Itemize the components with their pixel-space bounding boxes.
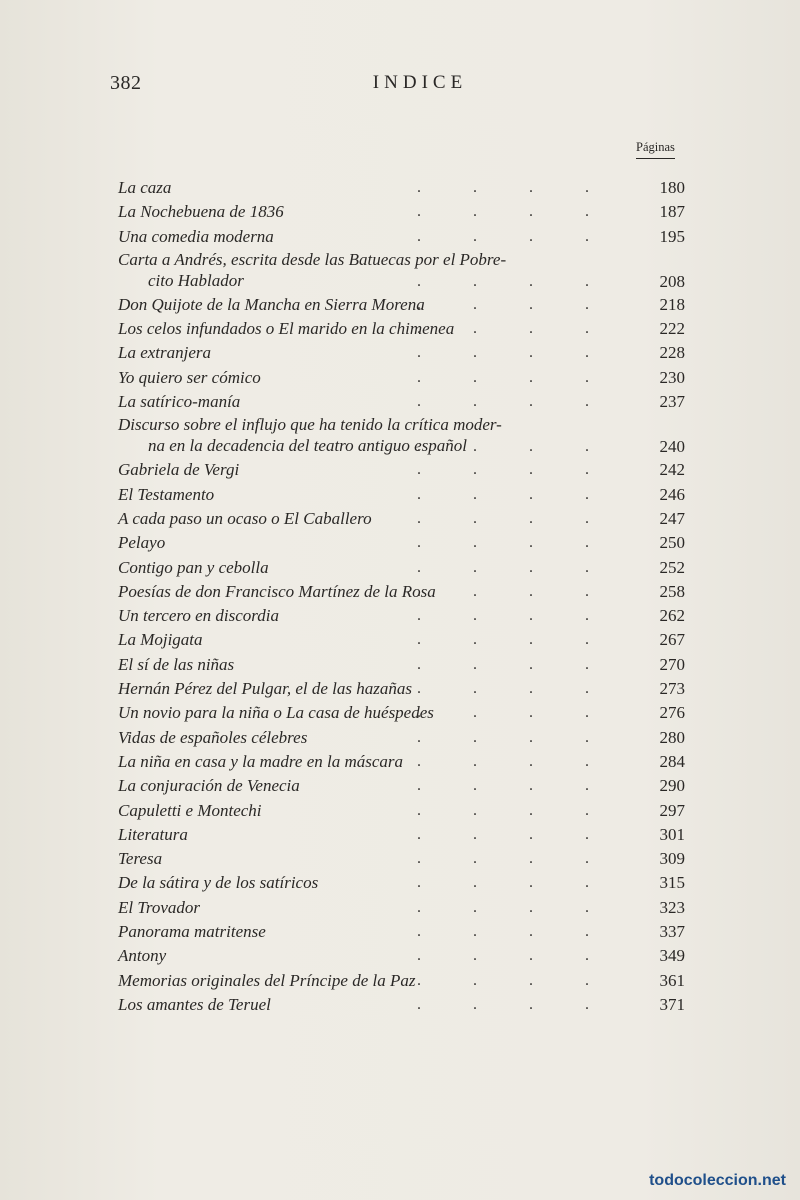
toc-entry-title: La Mojigata bbox=[118, 630, 203, 650]
dot-leader: . . . . bbox=[417, 850, 613, 868]
toc-entry-title: Los amantes de Teruel bbox=[118, 994, 271, 1014]
dot-leader: . . . . bbox=[417, 923, 613, 941]
toc-entry-page: 240 bbox=[659, 437, 685, 457]
dot-leader: . . . . bbox=[417, 607, 613, 625]
toc-entry bbox=[118, 774, 685, 798]
toc-entry-page: 237 bbox=[659, 392, 685, 412]
dot-leader: . . . . bbox=[417, 485, 613, 503]
dot-leader: . . . . bbox=[417, 558, 613, 576]
toc-entry-title: La caza bbox=[118, 178, 172, 197]
dot-leader: . . . . bbox=[417, 655, 613, 673]
toc-entry-title: Un tercero en discordia bbox=[118, 606, 279, 626]
toc-entry-page: 195 bbox=[659, 226, 685, 246]
toc-entry-title: Capuletti e Montechi bbox=[118, 800, 262, 820]
toc-entry-page: 284 bbox=[659, 751, 685, 771]
toc-entry-title: De la sátira y de los satíricos bbox=[118, 873, 319, 893]
toc-entry bbox=[118, 799, 685, 823]
toc-entry-page: 222 bbox=[659, 319, 685, 339]
dot-leader: . . . . bbox=[417, 801, 613, 819]
toc-entry-page: 309 bbox=[659, 849, 685, 869]
toc-entry-page: 290 bbox=[659, 776, 685, 796]
dot-leader: . . . . bbox=[417, 179, 613, 196]
toc-entry bbox=[118, 847, 685, 871]
toc-entry-page: 258 bbox=[659, 581, 685, 601]
toc-entry-title: Literatura bbox=[118, 824, 188, 844]
toc-entry-page: 361 bbox=[659, 970, 685, 990]
toc-entry-title: Poesías de don Francisco Martínez de la Rosa bbox=[118, 581, 436, 601]
toc-entry-title: El sí de las niñas bbox=[118, 654, 235, 674]
toc-entry-title: Antony bbox=[118, 946, 167, 966]
toc-entry bbox=[118, 750, 685, 774]
toc-entry-title: Discurso sobre el influjo que ha tenido la crítica moder- na en la decadencia del teatro antiguo español bbox=[118, 415, 502, 456]
dot-leader: . . . . bbox=[417, 825, 613, 843]
toc-entry-page: 280 bbox=[659, 727, 685, 747]
toc-entry-title: A cada paso un ocaso o El Caballero bbox=[118, 508, 372, 528]
toc-entry bbox=[118, 920, 685, 944]
dot-leader: . . . . bbox=[417, 752, 613, 770]
toc-entry-title: Carta a Andrés, escrita desde las Batuecas por el Pobre- cito Hablador bbox=[118, 249, 507, 290]
toc-entry-page: 337 bbox=[659, 922, 685, 942]
toc-entry bbox=[118, 653, 685, 677]
toc-entry bbox=[118, 969, 685, 993]
dot-leader: . . . . bbox=[417, 344, 613, 362]
dot-leader: . . . . bbox=[417, 368, 613, 386]
toc-entry-title: La extranjera bbox=[118, 343, 212, 363]
toc-entry bbox=[118, 225, 685, 249]
toc-entry bbox=[118, 944, 685, 968]
toc-entry bbox=[118, 580, 685, 604]
toc-entry bbox=[118, 993, 685, 1017]
toc-entry bbox=[118, 604, 685, 628]
toc-entry bbox=[118, 366, 685, 390]
toc-entry bbox=[118, 507, 685, 531]
toc-entry bbox=[118, 556, 685, 580]
toc-entry-page: 180 bbox=[659, 178, 685, 197]
dot-leader: . . . . bbox=[417, 393, 613, 411]
toc-entry-page: 187 bbox=[659, 202, 685, 222]
dot-leader: . . . . bbox=[417, 438, 613, 456]
toc-entry bbox=[118, 414, 685, 458]
toc-entry-page: 250 bbox=[659, 533, 685, 553]
dot-leader: . . . . bbox=[417, 947, 613, 965]
toc-entry bbox=[118, 628, 685, 652]
toc-entry-page: 262 bbox=[659, 606, 685, 626]
toc-entry-page: 208 bbox=[659, 271, 685, 291]
toc-entry-title: La conjuración de Venecia bbox=[118, 776, 300, 796]
toc-entry-title: Panorama matritense bbox=[118, 922, 266, 942]
toc-entry-page: 246 bbox=[659, 484, 685, 504]
dot-leader: . . . . bbox=[417, 898, 613, 916]
toc-entry-title: Vidas de españoles célebres bbox=[118, 727, 308, 747]
toc-entry-title: Pelayo bbox=[118, 533, 166, 553]
dot-leader: . . . . bbox=[417, 777, 613, 795]
toc-entry-page: 230 bbox=[659, 367, 685, 387]
dot-leader: . . . . bbox=[417, 874, 613, 892]
toc-entry-page: 371 bbox=[659, 994, 685, 1014]
toc-entry bbox=[118, 341, 685, 365]
toc-entry-title: Una comedia moderna bbox=[118, 226, 274, 246]
toc-entry bbox=[118, 249, 685, 293]
dot-leader: . . . . bbox=[417, 680, 613, 698]
dot-leader: . . . . bbox=[417, 509, 613, 527]
page-header bbox=[110, 72, 690, 102]
toc-entry-page: 323 bbox=[659, 897, 685, 917]
toc-entry-title: Memorias originales del Príncipe de la Paz bbox=[118, 970, 416, 990]
dot-leader: . . . . bbox=[417, 295, 613, 313]
toc-entry bbox=[118, 726, 685, 750]
dot-leader: . . . . bbox=[417, 461, 613, 479]
toc-entry bbox=[118, 531, 685, 555]
dot-leader: . . . . bbox=[417, 971, 613, 989]
toc-entry-title: Contigo pan y cebolla bbox=[118, 557, 269, 577]
dot-leader: . . . . bbox=[417, 272, 613, 290]
toc-entry-title: Hernán Pérez del Pulgar, el de las hazañas bbox=[118, 679, 413, 699]
dot-leader: . . . . bbox=[417, 995, 613, 1013]
toc-entry-title: La niña en casa y la madre en la máscara bbox=[118, 751, 404, 771]
toc-entry-title: Los celos infundados o El marido en la chimenea bbox=[118, 319, 455, 339]
dot-leader: . . . . bbox=[417, 582, 613, 600]
toc-entry-page: 297 bbox=[659, 800, 685, 820]
toc-entry bbox=[118, 483, 685, 507]
toc-entry-title: La Nochebuena de 1836 bbox=[118, 202, 284, 222]
toc-entry bbox=[118, 871, 685, 895]
toc-entry-page: 218 bbox=[659, 294, 685, 314]
toc-entry bbox=[118, 317, 685, 341]
dot-leader: . . . . bbox=[417, 631, 613, 649]
toc-entry bbox=[118, 293, 685, 317]
page-number: 382 bbox=[110, 72, 142, 94]
toc-entry-page: 270 bbox=[659, 654, 685, 674]
watermark: todocoleccion.net bbox=[649, 1172, 786, 1189]
toc-entry-page: 273 bbox=[659, 679, 685, 699]
toc-entry-title: Gabriela de Vergi bbox=[118, 460, 240, 480]
toc-entry-title: El Testamento bbox=[118, 484, 215, 504]
toc-entry-title: El Trovador bbox=[118, 897, 201, 917]
toc-entry-page: 228 bbox=[659, 343, 685, 363]
toc-entry bbox=[118, 823, 685, 847]
dot-leader: . . . . bbox=[417, 728, 613, 746]
toc-entry bbox=[118, 677, 685, 701]
running-title: INDICE bbox=[372, 72, 468, 93]
dot-leader: . . . . bbox=[417, 320, 613, 338]
toc-entry bbox=[118, 390, 685, 414]
toc-entry-page: 252 bbox=[659, 557, 685, 577]
toc-entry-page: 267 bbox=[659, 630, 685, 650]
toc-entry-title: Yo quiero ser cómico bbox=[118, 367, 261, 387]
toc-entry bbox=[118, 896, 685, 920]
toc-entry-title: Un novio para la niña o La casa de huéspedes bbox=[118, 703, 434, 723]
toc-entry-page: 301 bbox=[659, 824, 685, 844]
dot-leader: . . . . bbox=[417, 704, 613, 722]
toc-entry-title: La satírico-manía bbox=[118, 392, 241, 412]
toc-entry bbox=[118, 458, 685, 482]
toc-entry-title: Teresa bbox=[118, 849, 163, 869]
toc-entry-page: 247 bbox=[659, 508, 685, 528]
toc-entry-page: 276 bbox=[659, 703, 685, 723]
toc-entry bbox=[118, 176, 685, 200]
toc-entry-page: 242 bbox=[659, 460, 685, 480]
toc-entry-page: 315 bbox=[659, 873, 685, 893]
toc-entry bbox=[118, 200, 685, 224]
dot-leader: . . . . bbox=[417, 534, 613, 552]
toc-entry bbox=[118, 701, 685, 725]
dot-leader: . . . . bbox=[417, 227, 613, 245]
pages-column-label: Páginas bbox=[636, 140, 675, 159]
toc-entry-title: Don Quijote de la Mancha en Sierra Morena bbox=[118, 294, 425, 314]
table-of-contents bbox=[118, 176, 685, 1017]
toc-entry-page: 349 bbox=[659, 946, 685, 966]
dot-leader: . . . . bbox=[417, 203, 613, 221]
